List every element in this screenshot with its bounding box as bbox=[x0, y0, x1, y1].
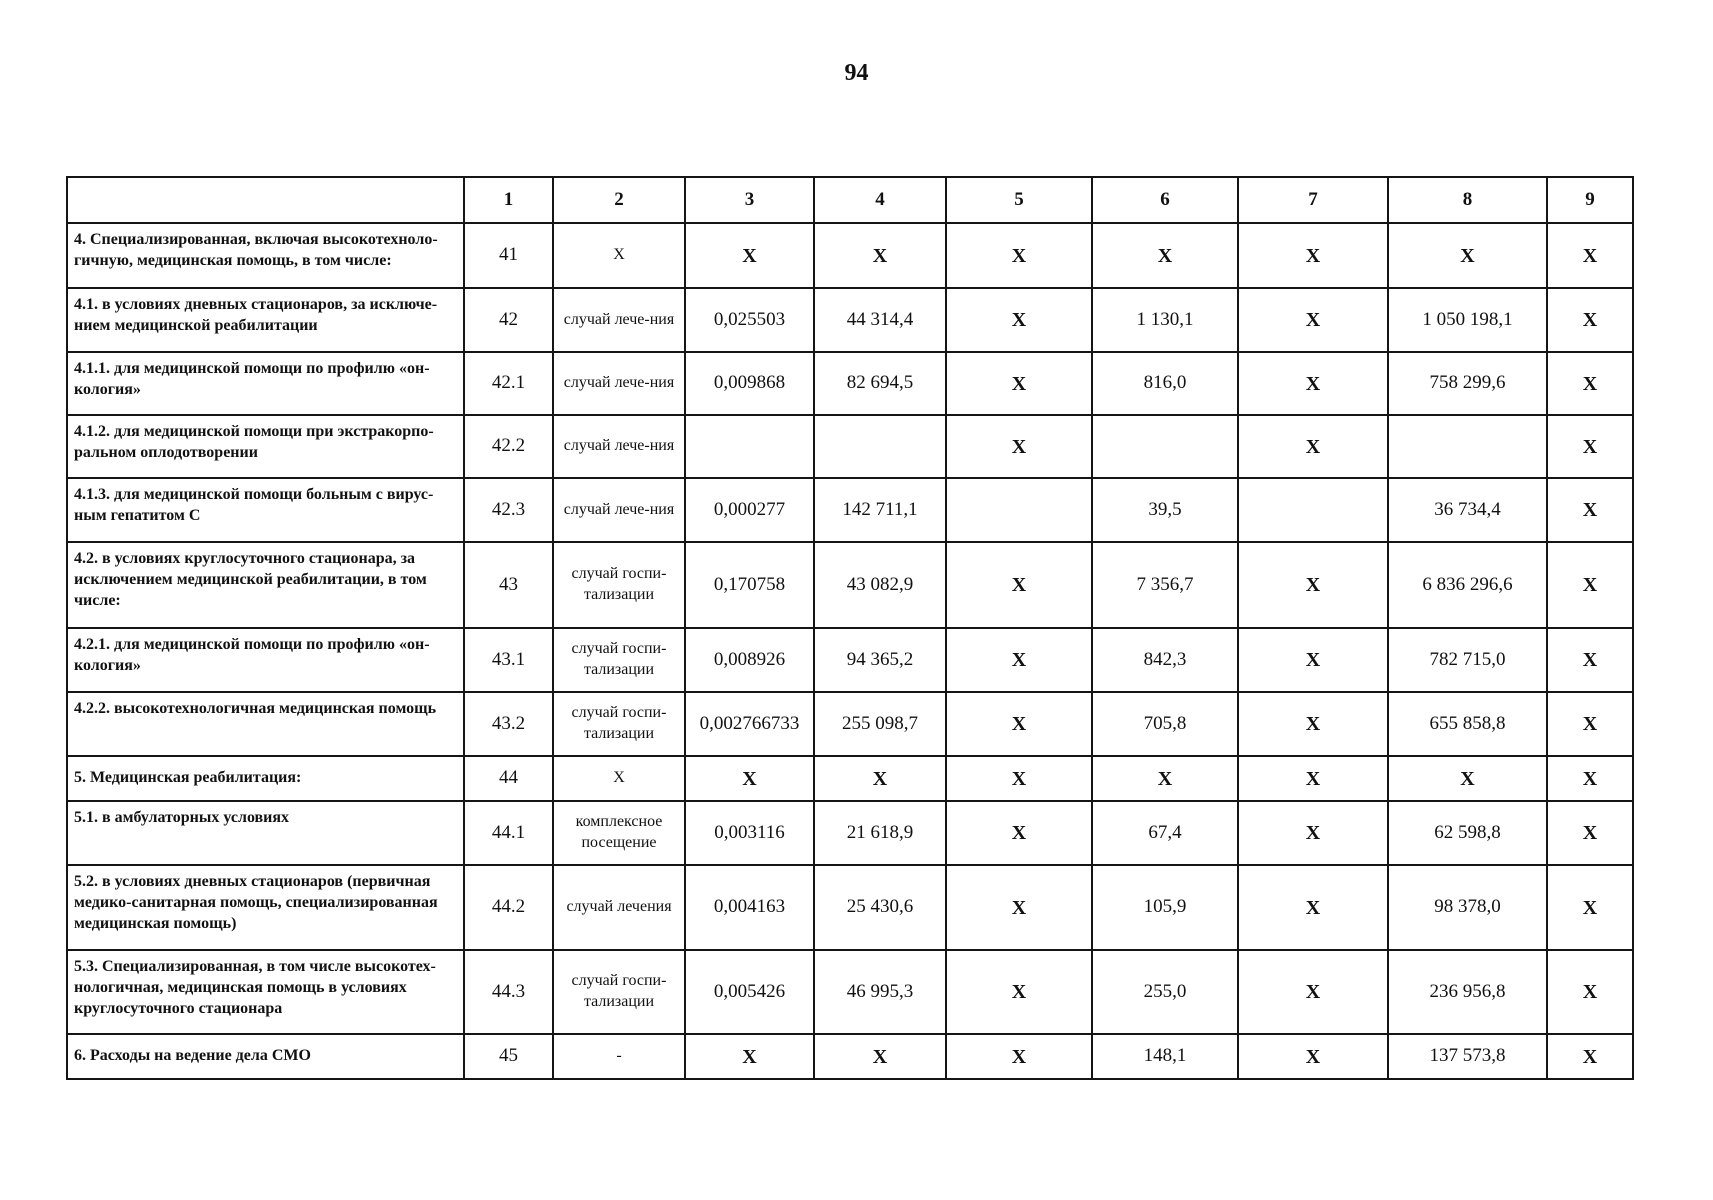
table-row bbox=[67, 288, 1633, 352]
row-number: 45 bbox=[464, 1034, 553, 1079]
value-cell: 0,003116 bbox=[685, 801, 814, 865]
value-cell: X bbox=[1547, 865, 1633, 950]
table-row bbox=[67, 542, 1633, 628]
value-cell: 0,000277 bbox=[685, 478, 814, 542]
value-cell: 105,9 bbox=[1092, 865, 1238, 950]
unit-cell: случай лече-ния bbox=[553, 478, 685, 542]
unit-cell: случай лечения bbox=[553, 865, 685, 950]
value-cell: X bbox=[1238, 223, 1388, 288]
value-cell: X bbox=[685, 223, 814, 288]
header-cell: 3 bbox=[685, 177, 814, 223]
unit-cell: комплексное посещение bbox=[553, 801, 685, 865]
value-cell: 6 836 296,6 bbox=[1388, 542, 1547, 628]
unit-cell: - bbox=[553, 1034, 685, 1079]
row-number: 43.2 bbox=[464, 692, 553, 756]
value-cell bbox=[1238, 478, 1388, 542]
value-cell: X bbox=[1238, 756, 1388, 801]
unit-cell: X bbox=[553, 756, 685, 801]
value-cell: X bbox=[946, 223, 1092, 288]
value-cell: X bbox=[814, 1034, 946, 1079]
row-label: 4.2.1. для медицинской помощи по профилю «он-кология» bbox=[67, 628, 464, 692]
value-cell: X bbox=[1388, 756, 1547, 801]
value-cell: X bbox=[946, 801, 1092, 865]
table-row bbox=[67, 1034, 1633, 1079]
header-cell: 9 bbox=[1547, 177, 1633, 223]
value-cell bbox=[814, 415, 946, 478]
value-cell: X bbox=[946, 950, 1092, 1034]
value-cell: X bbox=[1238, 288, 1388, 352]
header-cell: 4 bbox=[814, 177, 946, 223]
value-cell: X bbox=[1547, 352, 1633, 415]
value-cell: 46 995,3 bbox=[814, 950, 946, 1034]
row-label: 4.2. в условиях круглосуточного стационара, за исключением медицинской реабилитации, в том числе: bbox=[67, 542, 464, 628]
value-cell: 44 314,4 bbox=[814, 288, 946, 352]
value-cell: X bbox=[814, 223, 946, 288]
value-cell: X bbox=[1547, 628, 1633, 692]
value-cell: 758 299,6 bbox=[1388, 352, 1547, 415]
value-cell: X bbox=[685, 1034, 814, 1079]
row-label: 6. Расходы на ведение дела СМО bbox=[67, 1034, 464, 1079]
value-cell bbox=[946, 478, 1092, 542]
value-cell: 94 365,2 bbox=[814, 628, 946, 692]
row-number: 43 bbox=[464, 542, 553, 628]
value-cell: 0,009868 bbox=[685, 352, 814, 415]
table-row bbox=[67, 865, 1633, 950]
table-row bbox=[67, 692, 1633, 756]
row-number: 44.3 bbox=[464, 950, 553, 1034]
value-cell: 137 573,8 bbox=[1388, 1034, 1547, 1079]
value-cell: X bbox=[946, 542, 1092, 628]
header-cell: 1 bbox=[464, 177, 553, 223]
value-cell: 21 618,9 bbox=[814, 801, 946, 865]
value-cell: 148,1 bbox=[1092, 1034, 1238, 1079]
unit-cell: случай лече-ния bbox=[553, 352, 685, 415]
page-number: 94 bbox=[844, 60, 869, 86]
header-cell: 2 bbox=[553, 177, 685, 223]
value-cell: X bbox=[946, 1034, 1092, 1079]
value-cell: 0,008926 bbox=[685, 628, 814, 692]
row-number: 42.1 bbox=[464, 352, 553, 415]
row-label: 4.1.3. для медицинской помощи больным с вирус-ным гепатитом С bbox=[67, 478, 464, 542]
value-cell: X bbox=[946, 628, 1092, 692]
value-cell: X bbox=[946, 352, 1092, 415]
value-cell: X bbox=[946, 865, 1092, 950]
row-number: 43.1 bbox=[464, 628, 553, 692]
value-cell: 39,5 bbox=[1092, 478, 1238, 542]
financing-table bbox=[66, 176, 1634, 1080]
value-cell: 0,005426 bbox=[685, 950, 814, 1034]
value-cell: X bbox=[1547, 692, 1633, 756]
value-cell: X bbox=[1238, 692, 1388, 756]
table-row bbox=[67, 756, 1633, 801]
table-row bbox=[67, 950, 1633, 1034]
row-number: 44 bbox=[464, 756, 553, 801]
value-cell: X bbox=[946, 692, 1092, 756]
table-row bbox=[67, 352, 1633, 415]
value-cell: X bbox=[1547, 223, 1633, 288]
value-cell: 67,4 bbox=[1092, 801, 1238, 865]
row-label: 4.1.2. для медицинской помощи при экстракорпо-ральном оплодотворении bbox=[67, 415, 464, 478]
value-cell: 0,002766733 bbox=[685, 692, 814, 756]
unit-cell: случай госпи-тализации bbox=[553, 542, 685, 628]
value-cell: X bbox=[685, 756, 814, 801]
value-cell bbox=[1388, 415, 1547, 478]
value-cell: X bbox=[1238, 415, 1388, 478]
value-cell: X bbox=[1547, 478, 1633, 542]
value-cell: 655 858,8 bbox=[1388, 692, 1547, 756]
value-cell: 842,3 bbox=[1092, 628, 1238, 692]
value-cell: 0,170758 bbox=[685, 542, 814, 628]
value-cell: 62 598,8 bbox=[1388, 801, 1547, 865]
value-cell: X bbox=[1547, 542, 1633, 628]
row-number: 41 bbox=[464, 223, 553, 288]
value-cell: X bbox=[1238, 950, 1388, 1034]
row-label: 4. Специализированная, включая высокотехноло-гичную, медицинская помощь, в том числе: bbox=[67, 223, 464, 288]
value-cell: X bbox=[1547, 950, 1633, 1034]
value-cell: X bbox=[946, 415, 1092, 478]
unit-cell: случай лече-ния bbox=[553, 288, 685, 352]
value-cell: 98 378,0 bbox=[1388, 865, 1547, 950]
row-number: 44.2 bbox=[464, 865, 553, 950]
table-row bbox=[67, 223, 1633, 288]
value-cell: 816,0 bbox=[1092, 352, 1238, 415]
header-cell: 7 bbox=[1238, 177, 1388, 223]
header-cell bbox=[67, 177, 464, 223]
row-label: 5.1. в амбулаторных условиях bbox=[67, 801, 464, 865]
row-label: 4.1.1. для медицинской помощи по профилю «он-кология» bbox=[67, 352, 464, 415]
value-cell: 705,8 bbox=[1092, 692, 1238, 756]
value-cell: 0,004163 bbox=[685, 865, 814, 950]
row-number: 42.2 bbox=[464, 415, 553, 478]
header-cell: 6 bbox=[1092, 177, 1238, 223]
unit-cell: X bbox=[553, 223, 685, 288]
value-cell: X bbox=[814, 756, 946, 801]
value-cell: 1 050 198,1 bbox=[1388, 288, 1547, 352]
value-cell: 142 711,1 bbox=[814, 478, 946, 542]
value-cell: X bbox=[1547, 756, 1633, 801]
value-cell: 255 098,7 bbox=[814, 692, 946, 756]
value-cell: X bbox=[1547, 801, 1633, 865]
value-cell: X bbox=[1238, 542, 1388, 628]
value-cell: X bbox=[1238, 352, 1388, 415]
row-label: 4.2.2. высокотехнологичная медицинская помощь bbox=[67, 692, 464, 756]
table-row bbox=[67, 415, 1633, 478]
row-number: 42.3 bbox=[464, 478, 553, 542]
value-cell: X bbox=[1547, 415, 1633, 478]
row-label: 5. Медицинская реабилитация: bbox=[67, 756, 464, 801]
unit-cell: случай госпи-тализации bbox=[553, 628, 685, 692]
value-cell bbox=[685, 415, 814, 478]
table-header-row bbox=[67, 177, 1633, 223]
value-cell: 82 694,5 bbox=[814, 352, 946, 415]
table-row bbox=[67, 628, 1633, 692]
value-cell: X bbox=[946, 756, 1092, 801]
value-cell: X bbox=[1547, 288, 1633, 352]
row-label: 4.1. в условиях дневных стационаров, за исключе-нием медицинской реабилитации bbox=[67, 288, 464, 352]
table-row bbox=[67, 801, 1633, 865]
value-cell: 0,025503 bbox=[685, 288, 814, 352]
value-cell: 782 715,0 bbox=[1388, 628, 1547, 692]
row-number: 42 bbox=[464, 288, 553, 352]
value-cell: X bbox=[1238, 801, 1388, 865]
row-label: 5.3. Специализированная, в том числе высокотех-нологичная, медицинская помощь в условиях круглосуточного стационара bbox=[67, 950, 464, 1034]
value-cell: X bbox=[1238, 865, 1388, 950]
value-cell: X bbox=[1092, 223, 1238, 288]
value-cell: X bbox=[1388, 223, 1547, 288]
value-cell: 43 082,9 bbox=[814, 542, 946, 628]
row-label: 5.2. в условиях дневных стационаров (первичная медико-санитарная помощь, специализированная медицинская помощь) bbox=[67, 865, 464, 950]
value-cell: 36 734,4 bbox=[1388, 478, 1547, 542]
value-cell: 255,0 bbox=[1092, 950, 1238, 1034]
unit-cell: случай лече-ния bbox=[553, 415, 685, 478]
unit-cell: случай госпи-тализации bbox=[553, 692, 685, 756]
row-number: 44.1 bbox=[464, 801, 553, 865]
value-cell: X bbox=[946, 288, 1092, 352]
value-cell: 7 356,7 bbox=[1092, 542, 1238, 628]
value-cell: 25 430,6 bbox=[814, 865, 946, 950]
value-cell: X bbox=[1092, 756, 1238, 801]
unit-cell: случай госпи-тализации bbox=[553, 950, 685, 1034]
value-cell bbox=[1092, 415, 1238, 478]
value-cell: 1 130,1 bbox=[1092, 288, 1238, 352]
header-cell: 8 bbox=[1388, 177, 1547, 223]
value-cell: X bbox=[1238, 1034, 1388, 1079]
value-cell: X bbox=[1238, 628, 1388, 692]
header-cell: 5 bbox=[946, 177, 1092, 223]
value-cell: X bbox=[1547, 1034, 1633, 1079]
value-cell: 236 956,8 bbox=[1388, 950, 1547, 1034]
table-row bbox=[67, 478, 1633, 542]
